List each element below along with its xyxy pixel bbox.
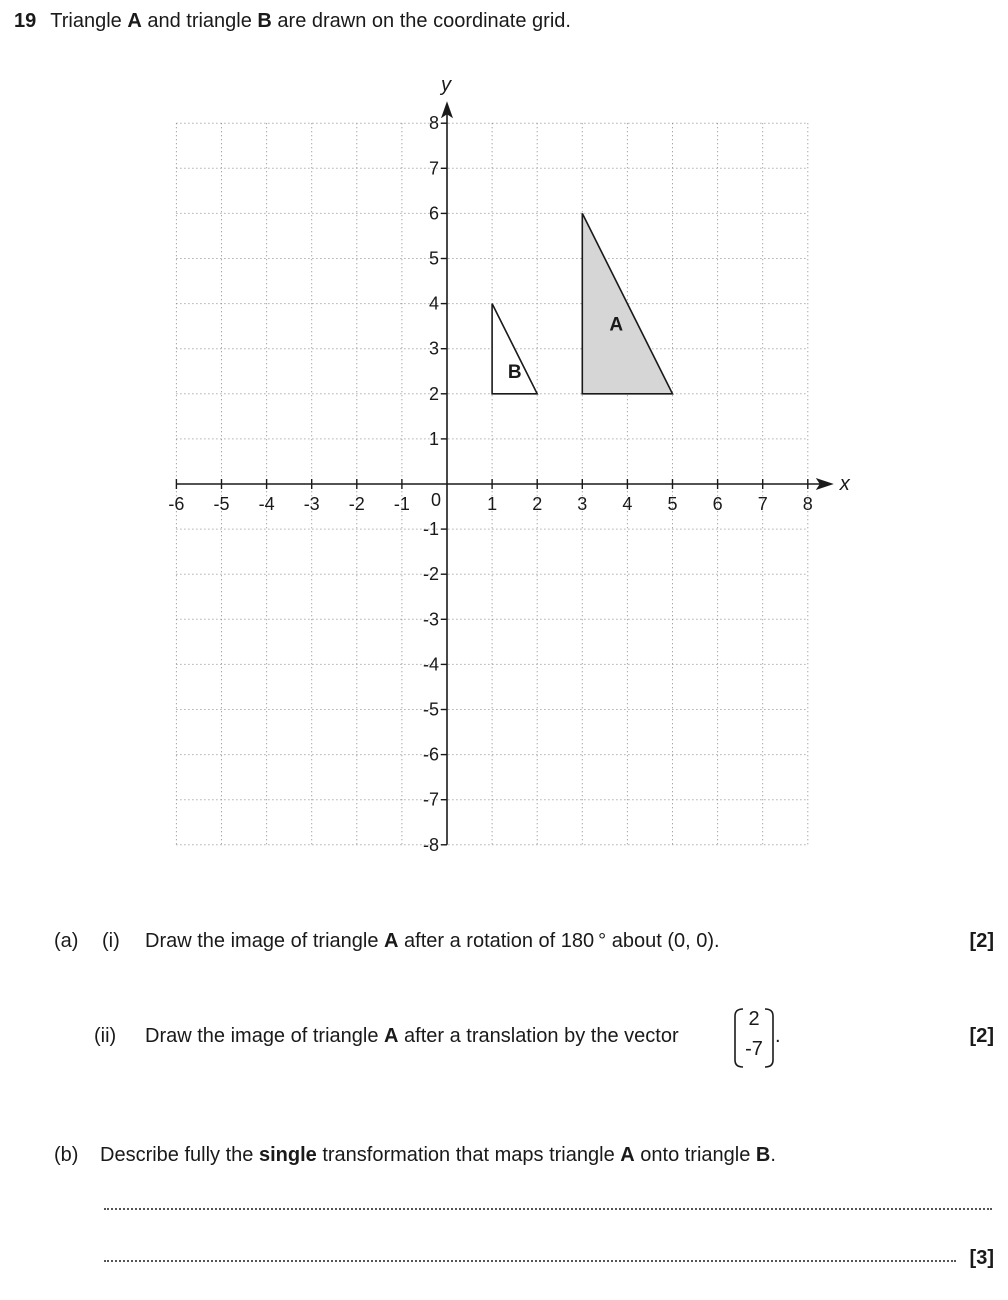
x-tick-label: 7 [757,494,768,514]
y-tick-label: -7 [422,789,439,810]
y-tick-label: -6 [422,744,439,765]
part-a-ii-text-post: after a translation by the vector [398,1025,679,1047]
x-tick-label: 6 [712,494,723,514]
part-b-triangle-b: B [755,1144,771,1166]
part-a-ii-marks: [2] [969,1025,994,1047]
part-a-i-marks: [2] [969,930,994,952]
triangle-a-label: A [609,314,624,336]
y-tick-label: 5 [428,248,439,269]
vector-top-value: 2 [748,1008,760,1030]
x-tick-label: -2 [348,494,365,514]
y-tick-label: -3 [422,609,439,630]
part-b-text-2: transformation that maps triangle [316,1144,621,1166]
x-tick-label: -6 [168,494,185,514]
vector-bottom-value: -7 [745,1038,763,1060]
x-tick-label: 1 [487,494,498,514]
part-b-triangle-a: A [620,1144,635,1166]
part-a-ii-triangle-a: A [384,1025,399,1047]
intro-triangle-a: A [127,10,142,32]
y-tick-label: -2 [422,564,439,585]
y-tick-label: 3 [428,338,439,359]
y-tick-label: -8 [422,834,439,855]
part-a-i-triangle-a: A [384,930,399,952]
intro-text-1: Triangle [50,10,128,32]
part-b-text-1: Describe fully the [100,1144,259,1166]
y-tick-label: -1 [422,519,439,540]
part-b-text [100,1144,776,1167]
y-tick-label: 2 [428,383,439,404]
part-b-single: single [258,1144,317,1166]
answer-line-2[interactable] [104,1260,956,1262]
part-b-text-3: onto triangle [634,1144,756,1166]
y-tick-label: 7 [428,158,439,179]
part-b-label: (b) [54,1144,79,1166]
intro-triangle-b: B [257,10,272,32]
part-b-text-4: . [770,1144,776,1166]
part-a-ii-label: (ii) [94,1025,117,1047]
answer-line-1[interactable] [104,1208,992,1210]
x-tick-label: -1 [393,494,410,514]
y-tick-label: -4 [422,654,439,675]
part-a-i-text [145,930,720,953]
part-a-i-label: (i) [102,930,120,952]
part-a-ii-text-pre: Draw the image of triangle [145,1025,385,1047]
part-b-marks: [3] [969,1247,994,1269]
triangle-a [582,213,672,393]
origin-label: 0 [430,490,442,510]
translation-vector [734,1006,774,1070]
x-tick-label: -3 [303,494,320,514]
x-tick-label: 3 [577,494,588,514]
x-tick-label: 4 [622,494,633,514]
x-tick-label: -5 [213,494,230,514]
y-tick-label: 1 [428,428,439,449]
y-tick-label: -5 [422,699,439,720]
intro-text-2: and triangle [141,10,258,32]
part-a-label: (a) [54,930,79,952]
question-number: 19 [14,10,37,32]
part-a-i-text-post: after a rotation of 180 ° about (0, 0). [398,930,720,952]
y-tick-label: 8 [428,113,439,134]
part-a-i-text-pre: Draw the image of triangle [145,930,385,952]
triangle-b-label: B [507,362,522,384]
y-tick-label: 6 [428,203,439,224]
x-tick-label: 5 [667,494,678,514]
y-axis-label: y [441,74,451,97]
x-tick-label: -4 [258,494,275,514]
x-tick-label: 2 [532,494,543,514]
part-a-ii-text [145,1025,679,1048]
intro-text-3: are drawn on the coordinate grid. [271,10,571,32]
y-tick-label: 4 [428,293,439,314]
part-a-ii-end: . [775,1025,781,1047]
x-tick-label: 8 [802,494,813,514]
x-axis-label: x [839,473,850,495]
